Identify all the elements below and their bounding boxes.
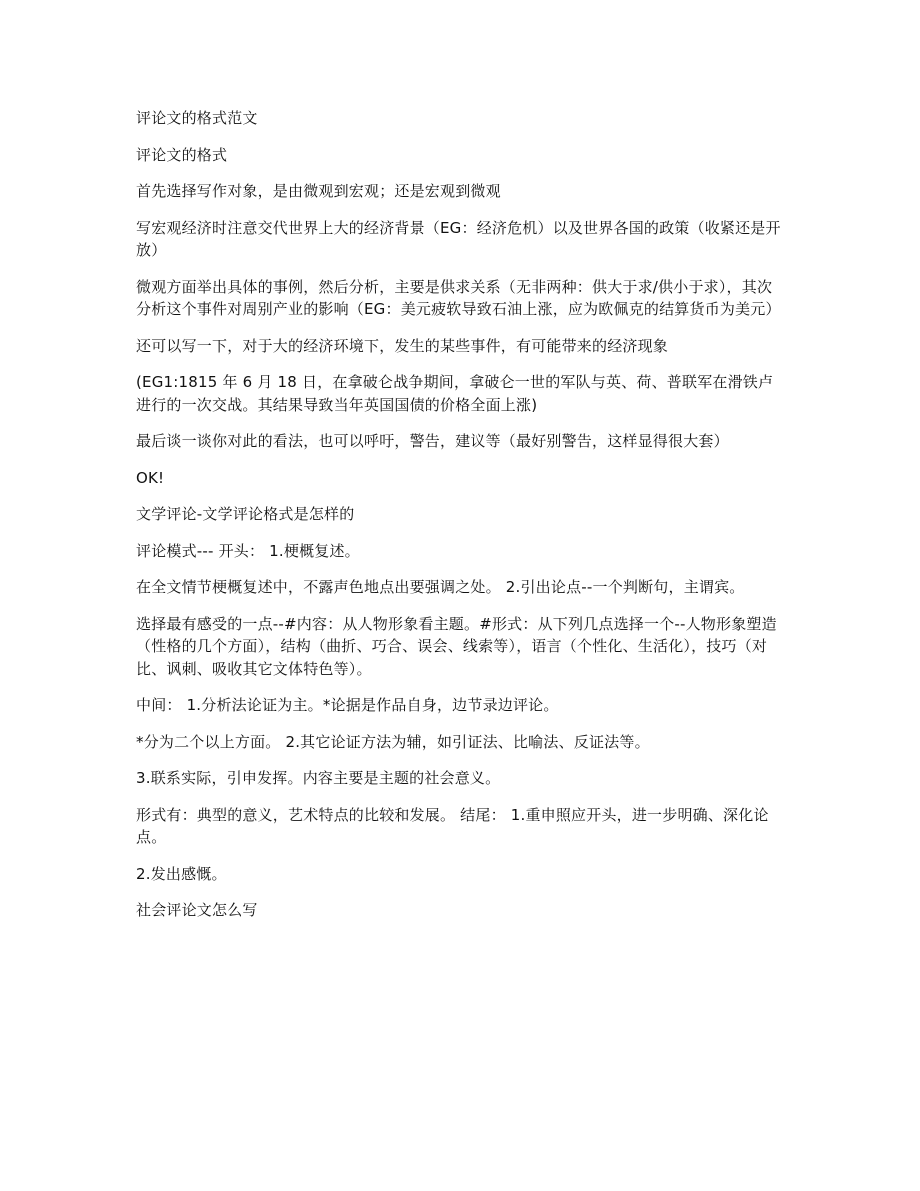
paragraph: 3.联系实际，引申发挥。内容主要是主题的社会意义。 [136,769,501,787]
paragraph: 评论模式--- 开头： 1.梗概复述。 [136,541,360,560]
document-body [136,107,786,936]
paragraph: 还可以写一下，对于大的经济环境下，发生的某些事件，有可能带来的经济现象 [136,336,669,355]
paragraph: 首先选择写作对象，是由微观到宏观；还是宏观到微观 [136,182,501,200]
doc-title: 评论文的格式范文 [136,109,258,127]
paragraph: 选择最有感受的一点--#内容：从人物形象看主题。#形式：从下列几点选择一个--人物形象塑造（性格的几个方面），结构（曲折、巧合、误会、线索等），语言（个性化、生活化），技巧（对比、讽刺、吸收其它文体特色等）。 [136,614,777,678]
paragraph: 2.发出感慨。 [136,864,227,883]
section-heading: 评论文的格式 [136,145,228,164]
paragraph: *分为二个以上方面。 2.其它论证方法为辅，如引证法、比喻法、反证法等。 [136,732,650,751]
paragraph: 微观方面举出具体的事例，然后分析，主要是供求关系（无非两种：供大于求/供小于求），其次分析这个事件对周别产业的影响（EG：美元疲软导致石油上涨，应为欧佩克的结算货币为美元） [136,277,781,318]
paragraph: 中间： 1.分析法论证为主。*论据是作品自身，边节录边评论。 [136,696,559,714]
paragraph: 写宏观经济时注意交代世界上大的经济背景（EG：经济危机）以及世界各国的政策（收紧还是开放） [136,218,781,259]
section-heading: 社会评论文怎么写 [136,901,258,919]
paragraph: 最后谈一谈你对此的看法，也可以呼吁，警告，建议等（最好别警告，这样显得很大套） [136,432,729,450]
section-heading: 文学评论-文学评论格式是怎样的 [136,505,355,523]
paragraph: 形式有：典型的意义，艺术特点的比较和发展。 结尾： 1.重申照应开头，进一步明确、深化论点。 [136,805,769,846]
paragraph: OK! [136,468,165,487]
paragraph: (EG1:1815 年 6 月 18 日，在拿破仑战争期间，拿破仑一世的军队与英、荷、普联军在滑铁卢进行的一次交战。其结果导致当年英国国债的价格全面上涨) [136,373,774,414]
paragraph: 在全文情节梗概复述中，不露声色地点出要强调之处。 2.引出论点--一个判断句，主谓宾。 [136,578,745,596]
